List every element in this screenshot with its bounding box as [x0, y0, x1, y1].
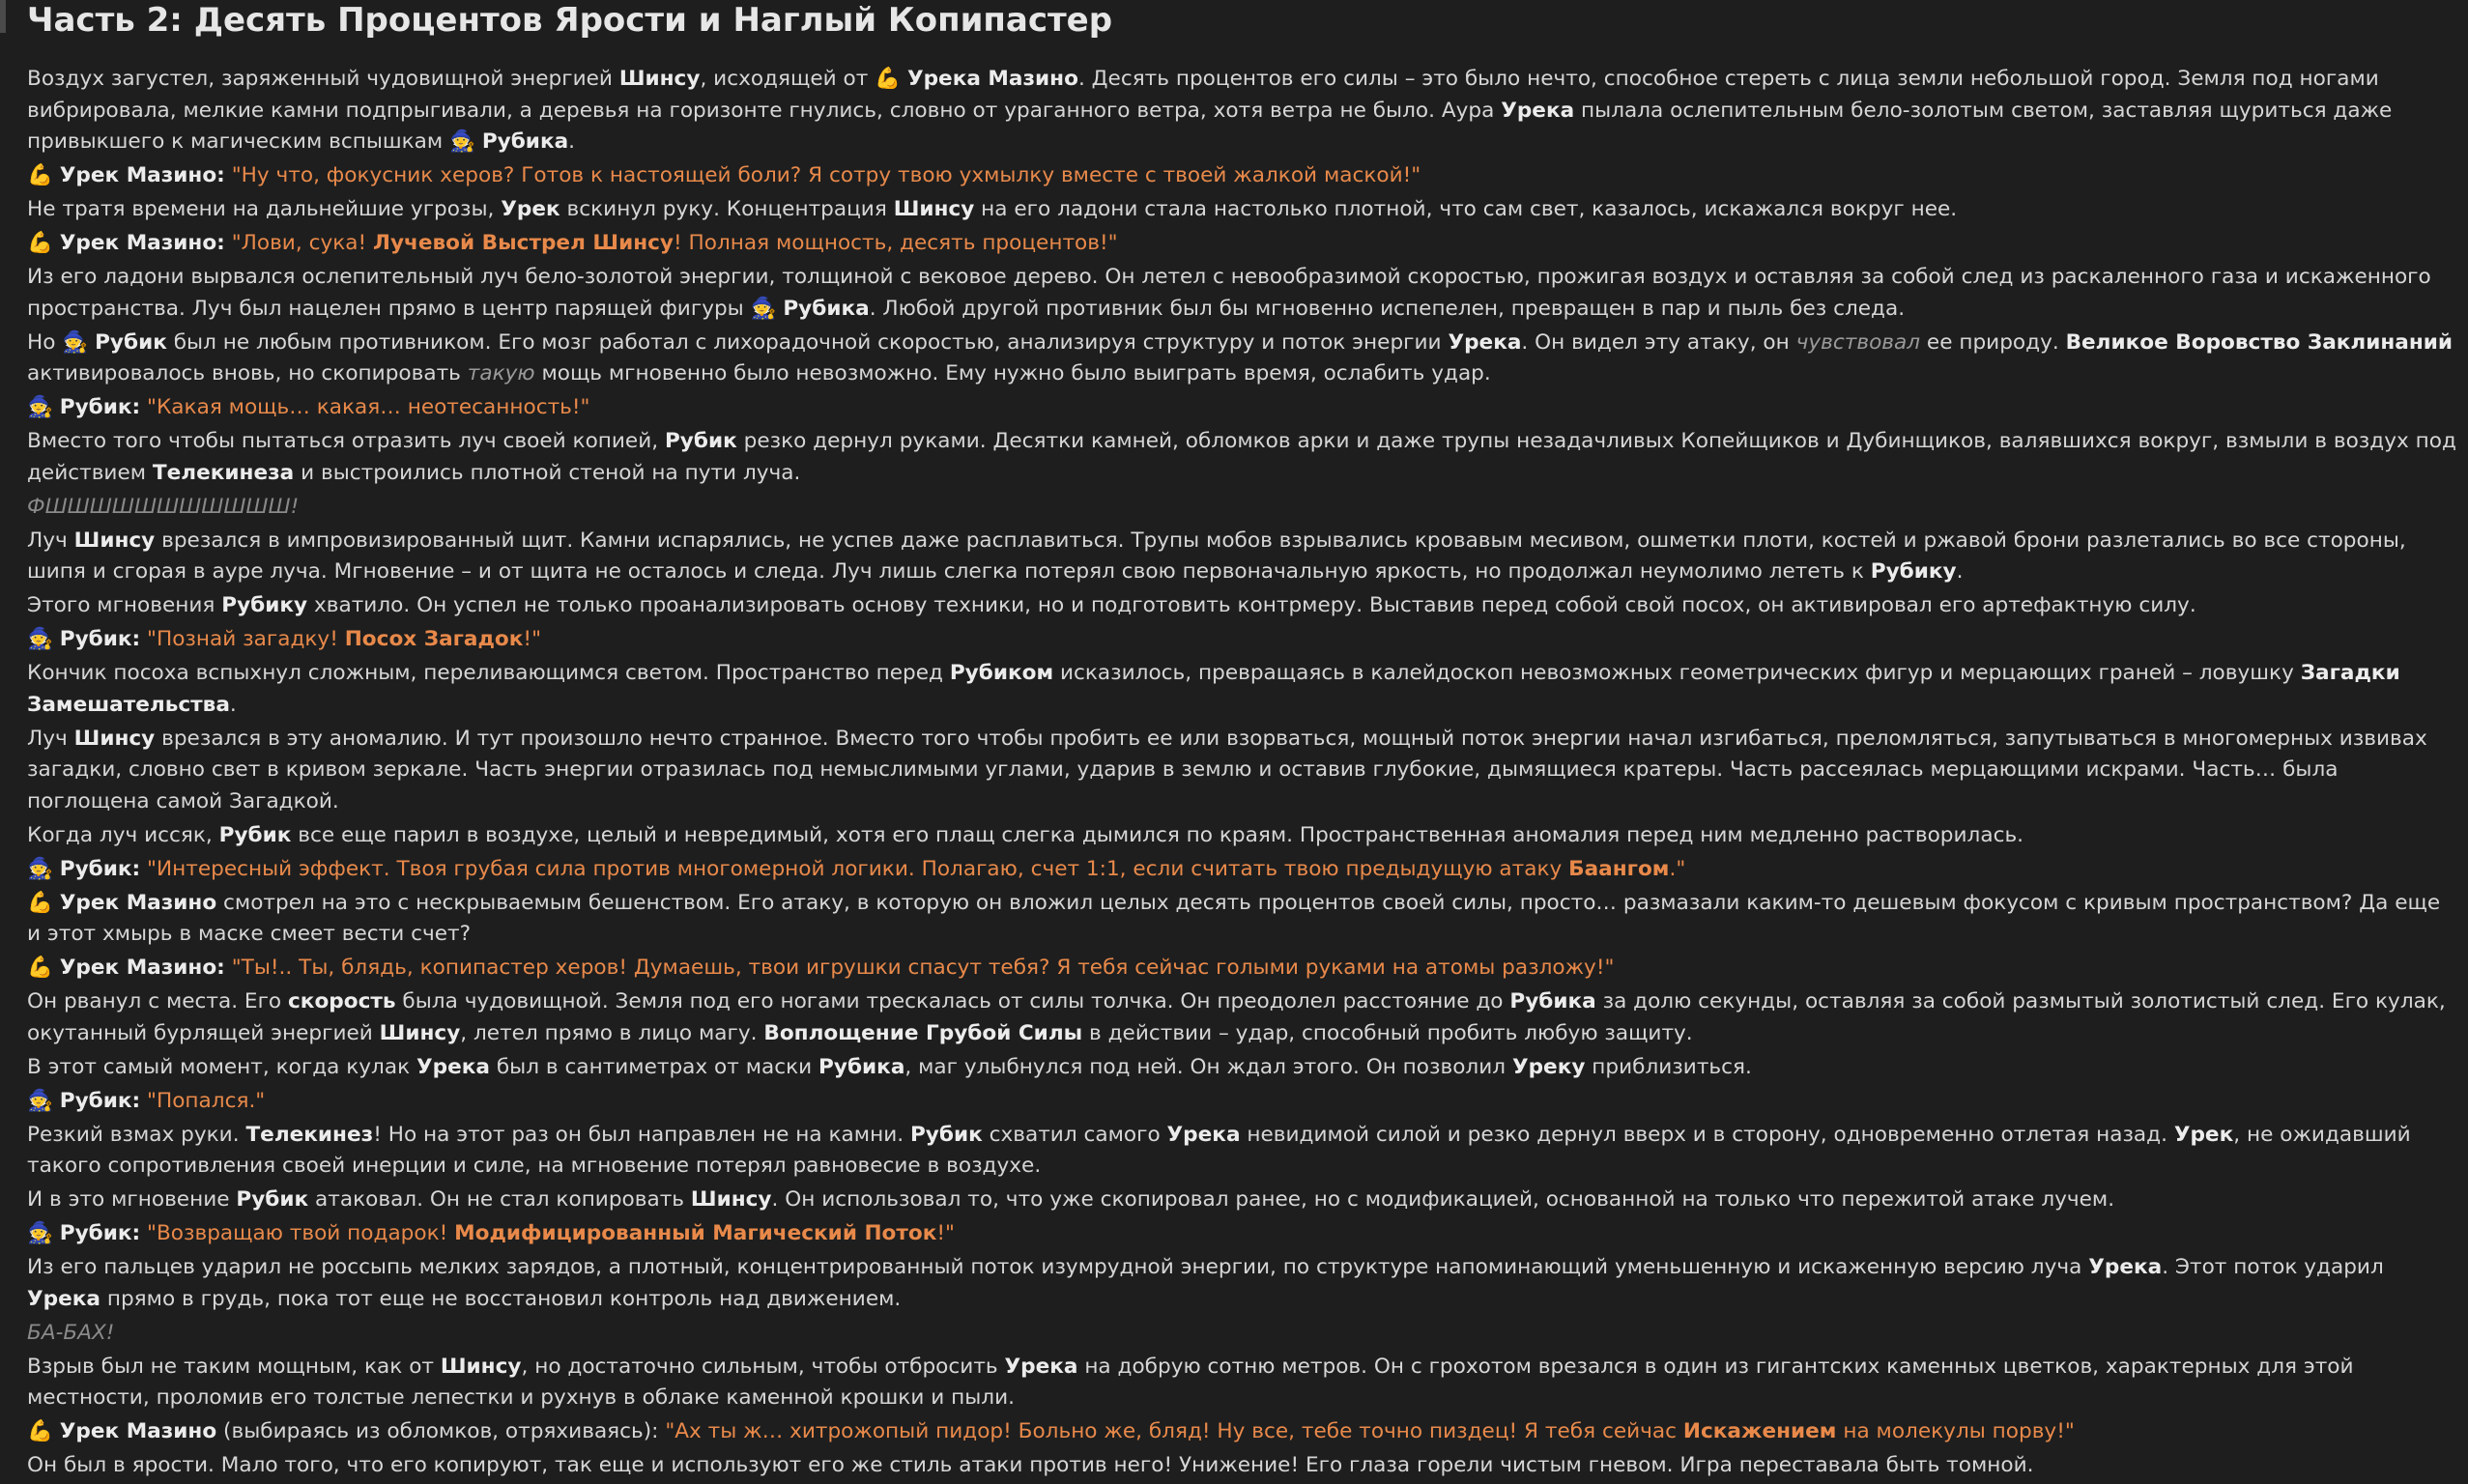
bold-text: Рубика	[481, 129, 569, 154]
dialogue-skill-name: Искажением	[1682, 1419, 1837, 1443]
mage-icon: 🧙	[27, 627, 53, 651]
text-run: . Этот поток ударил	[2162, 1255, 2384, 1279]
mage-icon: 🧙	[27, 1088, 53, 1113]
bold-text: Воплощение Грубой Силы	[763, 1020, 1083, 1045]
story-paragraph	[27, 328, 2458, 390]
text-run: вскинул руку. Концентрация	[560, 197, 894, 221]
dialogue-emphasis	[345, 627, 524, 651]
mage-icon: 🧙	[27, 395, 53, 419]
story-paragraph	[27, 658, 2458, 721]
document-body	[27, 0, 2458, 1484]
bold-text: Рубика	[818, 1054, 905, 1079]
text-run: Но	[27, 329, 63, 355]
story-paragraph	[27, 953, 2458, 985]
bold-text: Шинсу	[440, 1354, 522, 1379]
story-paragraph	[27, 1318, 2458, 1350]
bold-text: Шинсу	[690, 1187, 772, 1212]
story-paragraph	[27, 1086, 2458, 1118]
bold-text: Урек Мазино:	[59, 956, 225, 980]
text-run: . Десять процентов его силы – это было нечто, способное стереть с лица земли небольшой город. Земля под ногами вибрировала, мелкие камни подпрыгивали, а деревья на горизонте гнулись, словно от ураганного ветра, хотя ветра не было. Аура	[27, 67, 2379, 123]
bold-text: Урек Мазино:	[59, 231, 225, 255]
mage-icon: 🧙	[750, 296, 777, 321]
text-run: врезался в импровизированный щит. Камни испарялись, не успев даже расплавиться. Трупы мобов взрывались кровавым месивом, ошметки плоти, костей и ржавой брони разлетались во все стороны, шипя и сгорая в ауре луча. Мгновение – и от щита не осталось и следа. Луч лишь слегка потерял свою первоначальную яркость, но продолжал неумолимо лететь к	[27, 528, 2406, 584]
text-run: активировалось вновь, но скопировать	[27, 361, 468, 385]
text-run: схватил самого	[982, 1122, 1167, 1147]
text-run: Из его ладони вырвался ослепительный луч бело-золотой энергии, толщиной с вековое дерево. Он летел с невообразимой скоростью, прожигая воздух и оставляя за собой след из раскаленного газа и искаженного пространства. Луч был нацелен прямо в центр парящей фигуры	[27, 265, 2431, 321]
text-run: был в сантиметрах от маски	[489, 1054, 819, 1079]
story-content	[27, 64, 2458, 1482]
italic-text: чувствовал	[1795, 329, 1921, 355]
sound-effect: БА-БАХ!	[27, 1320, 115, 1345]
text-run: исказилось, превращаясь в калейдоскоп невозможных геометрических фигур и мерцающих граней – ловушку	[1053, 661, 2301, 685]
bold-text: Уреку	[1511, 1054, 1586, 1079]
text-run: . Он использовал то, что уже скопировал ранее, но с модификацией, основанной на только что пережитой атаке лучем.	[771, 1187, 2115, 1212]
story-paragraph	[27, 1416, 2458, 1448]
text-run: резко дернул руками. Десятки камней, обломков арки и даже трупы незадачливых Копейщиков и Дубинщиков, валявшихся вокруг, взмыли в воздух под действием	[27, 429, 2456, 485]
story-paragraph	[27, 262, 2458, 325]
bold-text: Урек Мазино	[59, 1419, 217, 1443]
text-run: (выбираясь из обломков, отряхиваясь):	[216, 1419, 666, 1443]
bold-text: Шинсу	[73, 528, 156, 553]
text-run: пылала ослепительным бело-золотым светом, заставляя щуриться даже привыкшего к магическим вспышкам	[27, 98, 2393, 154]
text-run: , исходящей от	[700, 67, 875, 91]
text-run: . Он видел эту атаку, он	[1521, 329, 1796, 355]
text-run: приблизиться.	[1585, 1054, 1752, 1079]
text-run: Взрыв был не таким мощным, как от	[27, 1354, 441, 1379]
text-run: . Любой другой противник был бы мгновенно испепелен, превращен в пар и пыль без следа.	[869, 296, 1906, 321]
dialogue-text: "Ах ты ж… хитрожопый пидор! Больно же, бляд! Ну все, тебе точно пиздец! Я тебя сейчас	[665, 1419, 1683, 1443]
text-run: .	[1956, 559, 1964, 584]
dialogue-skill-name: Модифицированный Магический Поток	[454, 1221, 937, 1245]
dialogue-emphasis	[1683, 1419, 1837, 1443]
bold-text: Телекинез	[245, 1122, 374, 1147]
dialogue-text: "Интересный эффект. Твоя грубая сила против многомерной логики. Полагаю, счет 1:1, если считать твою предыдущую атаку	[147, 856, 1569, 881]
story-paragraph	[27, 1184, 2458, 1216]
dialogue-text: "Попался."	[147, 1088, 266, 1113]
bold-text: Урек	[2173, 1122, 2234, 1147]
dialogue-text: "Ну что, фокусник херов? Готов к настоящей боли? Я сотру твою ухмылку вместе с твоей жалкой маской!"	[231, 163, 1421, 187]
text-run: Из его пальцев ударил не россыпь мелких зарядов, а плотный, концентрированный поток изумрудной энергии, по структуре напоминающий уменьшенную и искаженную версию луча	[27, 1255, 2089, 1279]
text-run: Он рванул с места. Его	[27, 989, 288, 1013]
text-run: .	[229, 692, 237, 717]
sound-effect: ФШШШШШШШШШШШ!	[27, 494, 300, 519]
text-run: ее природу.	[1920, 329, 2066, 355]
story-paragraph	[27, 228, 2458, 260]
dialogue-text: !"	[523, 627, 542, 651]
bold-text: Рубик	[664, 429, 737, 453]
text-run: смотрел на это с нескрываемым бешенством. Его атаку, в которую он вложил целых десять процентов своей силы, просто… размазали каким-то дешевым фокусом с кривым пространством? Да еще и этот хмырь в маске смеет вести счет?	[27, 890, 2441, 946]
story-paragraph	[27, 392, 2458, 424]
story-paragraph	[27, 624, 2458, 656]
mage-icon: 🧙	[449, 129, 475, 154]
story-paragraph	[27, 526, 2458, 588]
text-run: на добрую сотню метров. Он с грохотом врезался в один из гигантских каменных цветков, характерных для этой местности, проломив его толстые лепестки и рухнув в облаке каменной крошки и пыли.	[27, 1354, 2354, 1410]
text-run: Воздух загустел, заряженный чудовищной энергией	[27, 67, 619, 91]
bold-text: Урека	[1501, 98, 1575, 123]
flexed-biceps-icon: 💪	[27, 956, 53, 980]
bold-text: Рубиком	[949, 661, 1054, 685]
dialogue-text: !"	[936, 1221, 955, 1245]
dialogue-text: "Возвращаю твой подарок!	[147, 1221, 455, 1245]
mage-icon: 🧙	[27, 1221, 53, 1245]
text-run: Этого мгновения	[27, 593, 222, 617]
text-run: хватило. Он успел не только проанализировать основу техники, но и подготовить контрмеру. Выставив перед собой свой посох, он активировал его артефактную силу.	[307, 593, 2196, 617]
dialogue-skill-name: Лучевой Выстрел Шинсу	[373, 231, 674, 255]
dialogue-text: "Познай загадку!	[147, 627, 345, 651]
story-paragraph	[27, 64, 2458, 158]
flexed-biceps-icon: 💪	[27, 231, 53, 255]
text-run: В этот самый момент, когда кулак	[27, 1054, 416, 1079]
text-run: Когда луч иссяк,	[27, 822, 219, 847]
mage-icon: 🧙	[27, 856, 53, 881]
bold-text: Рубика	[1509, 989, 1596, 1013]
dialogue-text: ! Полная мощность, десять процентов!"	[674, 231, 1118, 255]
bold-text: Рубик	[909, 1122, 983, 1147]
story-paragraph	[27, 888, 2458, 951]
text-run: , маг улыбнулся под ней. Он ждал этого. Он позволил	[904, 1054, 1512, 1079]
bold-text: Рубику	[1870, 559, 1957, 584]
bold-text: Шинсу	[893, 197, 975, 221]
story-paragraph	[27, 820, 2458, 852]
story-paragraph	[27, 160, 2458, 192]
bold-text: Урека Мазино	[906, 67, 1078, 91]
text-run: Резкий взмах руки.	[27, 1122, 246, 1147]
text-run: Луч	[27, 528, 74, 553]
flexed-biceps-icon: 💪	[875, 67, 902, 91]
scrollbar-thumb[interactable]	[0, 0, 6, 33]
text-run: за долю секунды, оставляя за собой размытый золотистый след. Его кулак, окутанный бурлящей энергией	[27, 989, 2446, 1045]
text-run: врезался в эту аномалию. И тут произошло нечто странное. Вместо того чтобы пробить ее или взорваться, мощный поток энергии начал изгибаться, преломляться, запутываться в многомерных извивах загадки, словно свет в кривом зеркале. Часть энергии отразилась под немыслимыми углами, ударив в землю и оставив глубокие, дымящиеся кратеры. Часть рассеялась мерцающими искрами. Часть… была поглощена самой Загадкой.	[27, 726, 2427, 813]
bold-text: Рубик:	[59, 856, 141, 881]
text-run: был не любым противником. Его мозг работал с лихорадочной скоростью, анализируя структуру и поток энергии	[166, 329, 1449, 355]
flexed-biceps-icon: 💪	[27, 1419, 53, 1443]
text-run: Кончик посоха вспыхнул сложным, переливающимся светом. Пространство перед	[27, 661, 950, 685]
text-run: , не ожидавший такого сопротивления своей инерции и силе, на мгновение потерял равновесие в воздухе.	[27, 1122, 2411, 1178]
bold-text: Рубика	[783, 296, 870, 321]
text-run: , летел прямо в лицо магу.	[460, 1020, 764, 1045]
flexed-biceps-icon: 💪	[27, 163, 53, 187]
bold-text: Урека	[1166, 1122, 1241, 1147]
bold-text: Рубику	[221, 593, 308, 617]
bold-text: Рубик	[218, 822, 292, 847]
bold-text: Шинсу	[618, 67, 701, 91]
text-run: мощь мгновенно было невозможно. Ему нужно было выиграть время, ослабить удар.	[534, 361, 1491, 385]
bold-text: Великое Воровство Заклинаний	[2065, 329, 2454, 355]
bold-text: Шинсу	[379, 1020, 461, 1045]
text-run: в действии – удар, способный пробить любую защиту.	[1082, 1020, 1693, 1045]
text-run: ! Но на этот раз он был направлен не на камни.	[373, 1122, 910, 1147]
bold-text: Рубик	[95, 329, 167, 355]
story-paragraph	[27, 194, 2458, 226]
story-paragraph	[27, 1120, 2458, 1183]
text-run: была чудовищной. Земля под его ногами трескалась от силы толчка. Он преодолел расстояние до	[395, 989, 1510, 1013]
text-run: И в это мгновение	[27, 1187, 237, 1212]
dialogue-text: ."	[1669, 856, 1686, 881]
bold-text: Шинсу	[73, 726, 156, 751]
text-run: прямо в грудь, пока тот еще не восстановил контроль над движением.	[100, 1286, 902, 1311]
dialogue-emphasis	[454, 1221, 936, 1245]
chapter-title: Часть 2: Десять Процентов Ярости и Наглый Копипастер	[27, 1, 1113, 40]
text-run: невидимой силой и резко дернул вверх и в сторону, одновременно отлетая назад.	[1240, 1122, 2174, 1147]
story-paragraph	[27, 986, 2458, 1049]
bold-text: Урек Мазино:	[59, 163, 225, 187]
story-paragraph	[27, 1052, 2458, 1084]
bold-text: Рубик:	[59, 395, 141, 419]
text-run: , но достаточно сильным, чтобы отбросить	[521, 1354, 1005, 1379]
mage-icon: 🧙	[62, 329, 89, 355]
bold-text: Урека	[27, 1286, 100, 1311]
text-run: Не тратя времени на дальнейшие угрозы,	[27, 197, 502, 221]
dialogue-text: на молекулы порву!"	[1836, 1419, 2075, 1443]
dialogue-skill-name: Баангом	[1568, 856, 1670, 881]
bold-text: Рубик:	[59, 1221, 141, 1245]
bold-text: Урека	[1448, 329, 1522, 355]
text-run: Луч	[27, 726, 74, 751]
text-run: Он был в ярости. Мало того, что его копируют, так еще и используют его же стиль атаки против него! Унижение! Его глаза горели чистым гневом. Игра переставала быть томной.	[27, 1453, 2034, 1477]
dialogue-text: "Лови, сука!	[231, 231, 374, 255]
bold-text: Рубик:	[59, 1088, 141, 1113]
bold-text: Урек Мазино	[59, 890, 217, 915]
bold-text: скорость	[288, 989, 396, 1013]
italic-text: такую	[467, 361, 535, 385]
flexed-biceps-icon: 💪	[27, 890, 53, 915]
bold-text: Урека	[416, 1054, 490, 1079]
text-run: все еще парил в воздухе, целый и невредимый, хотя его плащ слегка дымился по краям. Пространственная аномалия перед ним медленно растворилась.	[291, 822, 2024, 847]
story-paragraph	[27, 1252, 2458, 1315]
text-run	[225, 163, 232, 187]
bold-text: Урек	[501, 197, 560, 221]
bold-text: Загадки Замешательства	[27, 661, 2400, 717]
text-run: Вместо того чтобы пытаться отразить луч своей копией,	[27, 429, 665, 453]
text-run	[225, 956, 232, 980]
text-run: .	[568, 129, 576, 154]
dialogue-emphasis	[1568, 857, 1669, 881]
bold-text: Рубик	[236, 1187, 309, 1212]
story-paragraph	[27, 1218, 2458, 1250]
bold-text: Урека	[1004, 1354, 1078, 1379]
bold-text: Урека	[2088, 1255, 2163, 1279]
story-paragraph	[27, 492, 2458, 524]
story-paragraph	[27, 1352, 2458, 1414]
bold-text: Рубик:	[59, 627, 141, 651]
dialogue-skill-name: Посох Загадок	[344, 627, 524, 651]
dialogue-text: "Ты!.. Ты, блядь, копипастер херов! Думаешь, твои игрушки спасут тебя? Я тебя сейчас голыми руками на атомы разложу!"	[231, 956, 1615, 980]
dialogue-emphasis	[373, 231, 674, 255]
story-paragraph	[27, 1450, 2458, 1482]
story-paragraph	[27, 724, 2458, 818]
story-paragraph	[27, 854, 2458, 886]
text-run: и выстроились плотной стеной на пути луча.	[294, 460, 801, 485]
dialogue-text: "Какая мощь… какая… неотесанность!"	[147, 395, 590, 419]
text-run: на его ладони стала настолько плотной, что сам свет, казалось, искажался вокруг нее.	[974, 197, 1958, 221]
story-paragraph	[27, 426, 2458, 489]
text-run	[225, 231, 232, 255]
bold-text: Телекинеза	[152, 460, 295, 485]
text-run: атаковал. Он не стал копировать	[308, 1187, 691, 1212]
story-paragraph	[27, 590, 2458, 622]
